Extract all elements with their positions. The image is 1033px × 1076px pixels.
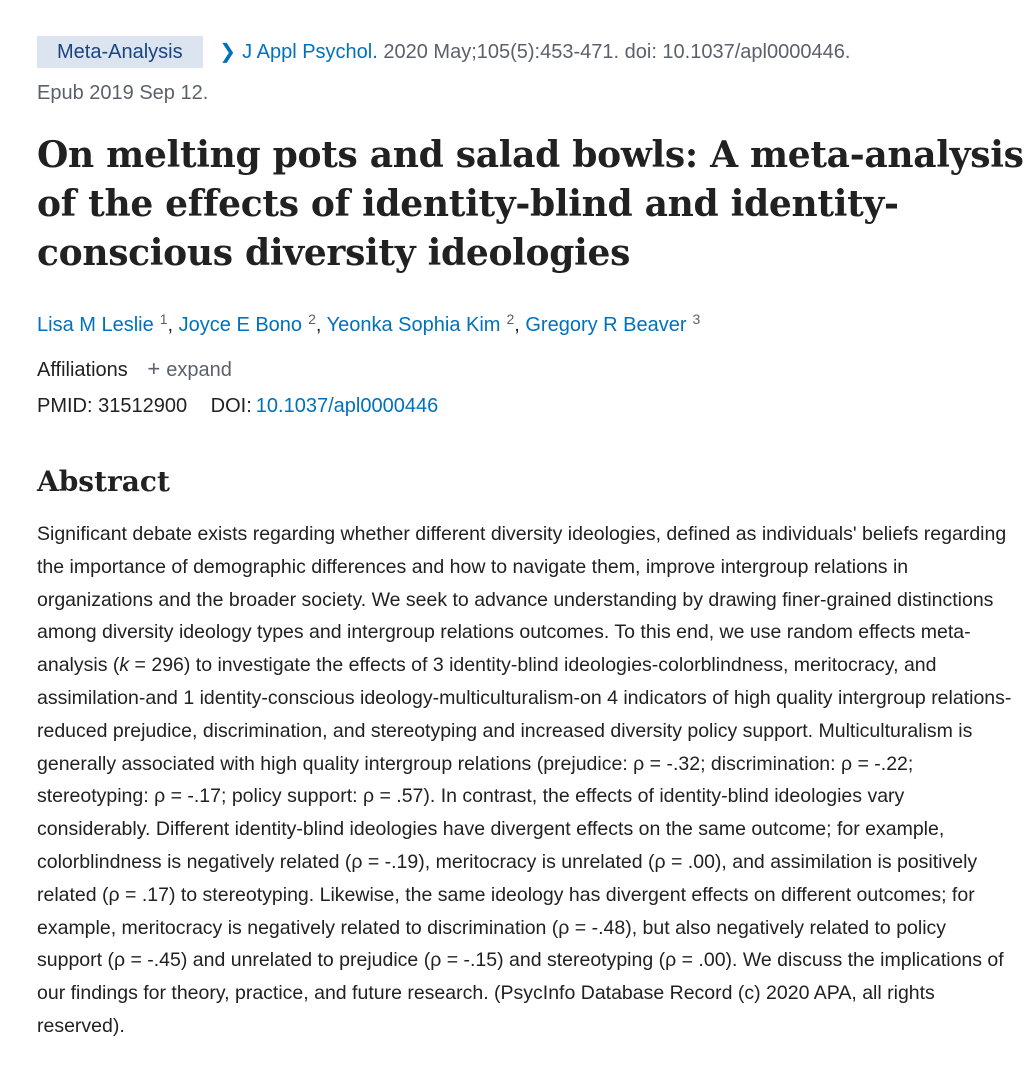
doi-label: DOI: — [210, 395, 252, 417]
chevron-right-icon: ❯ — [219, 41, 236, 63]
pmid-value: 31512900 — [98, 395, 188, 417]
article-title: On melting pots and salad bowls: A meta-analysis of the effects of identity-blind and identity-conscious diversity ideologies — [37, 134, 1024, 274]
journal-link[interactable]: J Appl Psychol. — [242, 41, 378, 63]
author-link[interactable]: Gregory R Beaver — [525, 314, 687, 336]
citation-details: 2020 May;105(5):453-471. doi: 10.1037/apl0000446. — [383, 41, 851, 63]
author-link[interactable]: Lisa M Leslie — [37, 314, 154, 336]
affiliation-number[interactable]: 2 — [308, 311, 316, 327]
affiliation-number[interactable]: 2 — [506, 311, 515, 327]
affiliations-expand-button[interactable]: + expand — [147, 356, 232, 381]
pmid-label: PMID: — [37, 395, 93, 417]
affiliations-label: Affiliations — [37, 359, 128, 381]
affiliation-number[interactable]: 1 — [159, 311, 168, 327]
identifiers-row — [37, 391, 438, 421]
doi-link[interactable]: 10.1037/apl0000446 — [255, 395, 439, 417]
abstract-text: Significant debate exists regarding whether different diversity ideologies, defined as individuals' beliefs regarding the importance of demographic differences and how to navigate them, improve intergroup relations in organizations and the broader society. We seek to advance understanding by drawing finer-grained distinctions among diversity ideology types and intergroup relations outcomes. To this end, we use random effects meta-analysis (k = 296) to investigate the effects of 3 identity-blind ideologies-colorblindness, meritocracy, and assimilation-and 1 identity-conscious ideology-multiculturalism-on 4 indicators of high quality intergroup relations-reduced prejudice, discrimination, and stereotyping and increased diversity policy support. Multiculturalism is generally associated with high quality intergroup relations (prejudice: ρ = -.32; discrimination: ρ = -.22; stereotyping: ρ = -.17; policy support: ρ = .57). In contrast, the effects of identity-blind ideologies vary considerably. Different identity-blind ideologies have divergent effects on the same outcome; for example, colorblindness is negatively related (ρ = -.19), meritocracy is unrelated (ρ = .00), and assimilation is positively related (ρ = .17) to stereotyping. Likewise, the same ideology has divergent effects on different outcomes; for example, meritocracy is negatively related to discrimination (ρ = -.48), but also negatively related to policy support (ρ = -.45) and unrelated to prejudice (ρ = -.15) and stereotyping (ρ = .00). We discuss the implications of our findings for theory, practice, and future research. (PsycInfo Database Record (c) 2020 APA, all rights reserved). — [37, 523, 1012, 1037]
plus-icon: + — [147, 356, 161, 381]
authors-list: Lisa M Leslie $^1$, Joyce E Bono $^2$, Yeonka Sophia Kim $^2$, Gregory R Beaver $^3$ — [37, 311, 701, 336]
affiliations-row — [37, 354, 232, 385]
citation-line — [37, 36, 850, 68]
epub-date: Epub 2019 Sep 12. — [37, 82, 209, 104]
publication-type-badge[interactable]: Meta-Analysis — [37, 36, 203, 68]
author-link[interactable]: Joyce E Bono — [178, 314, 303, 336]
author-link[interactable]: Yeonka Sophia Kim — [326, 314, 501, 336]
affiliation-number[interactable]: 3 — [692, 311, 701, 327]
abstract-heading: Abstract — [37, 465, 170, 498]
